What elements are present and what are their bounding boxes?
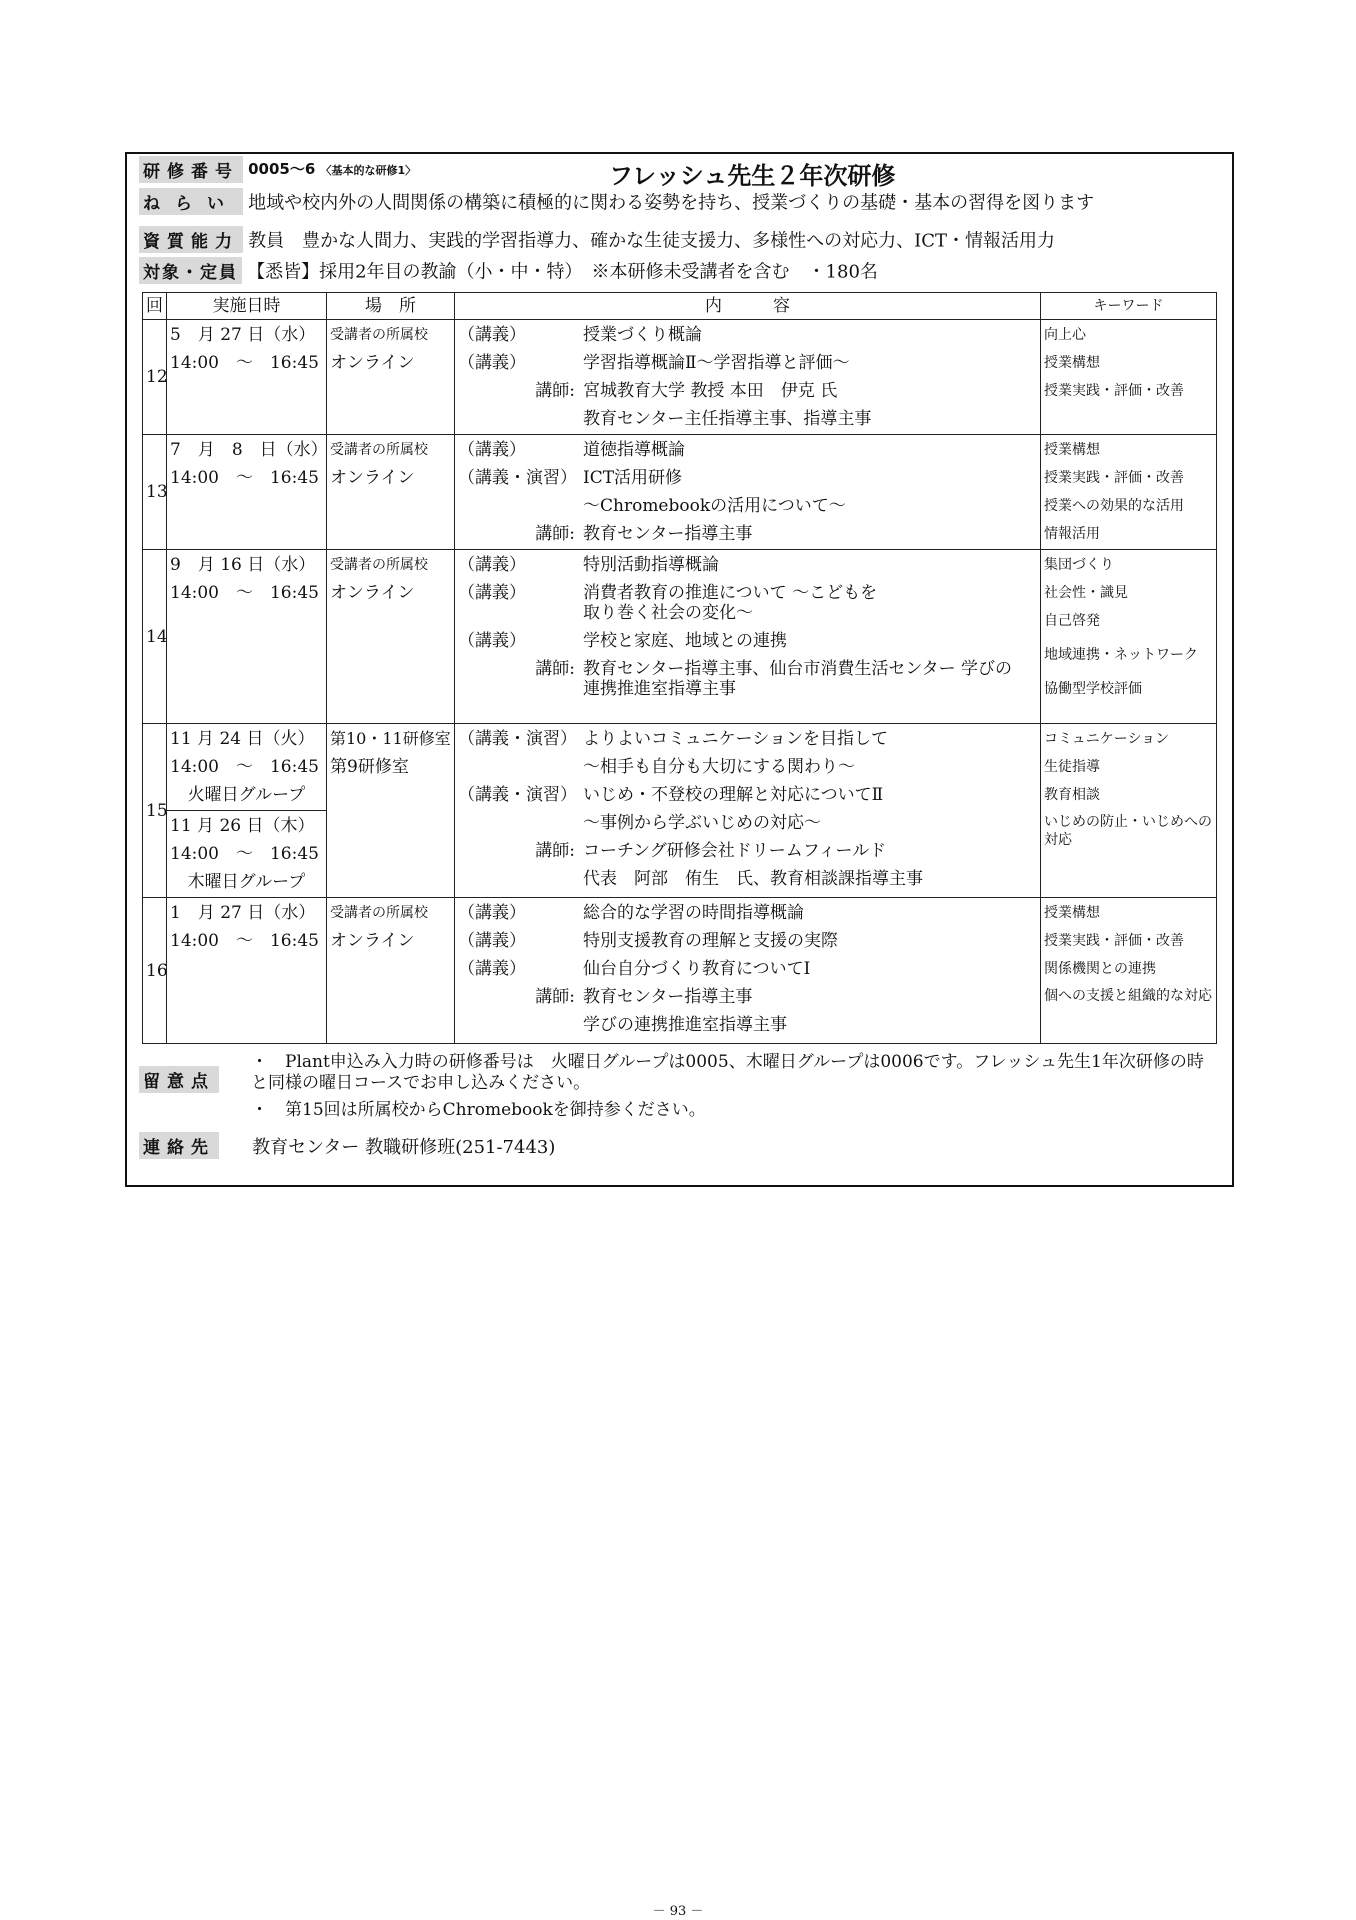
table-row	[143, 724, 1217, 898]
target-value: 【悉皆】採用2年目の教諭（小・中・特） ※本研修未受講者を含む ・180名	[247, 261, 878, 283]
col-header-place: 場 所	[327, 293, 455, 320]
table-header-row	[143, 293, 1217, 320]
training-sheet	[125, 152, 1234, 1187]
keyword: 自己啓発	[1044, 613, 1100, 629]
content-line: （講義・演習） ICT活用研修	[458, 468, 683, 488]
ability-value: 教員 豊かな人間力、実践的学習指導力、確かな生徒支援力、多様性への対応力、ICT・情報活用力	[248, 230, 1055, 252]
place-line: 受講者の所属校	[330, 557, 428, 573]
content-line: （講義） 特別活動指導概論	[458, 555, 719, 575]
session-number: 12	[143, 320, 167, 435]
ability-row	[139, 226, 1220, 253]
table-row	[143, 320, 1217, 435]
content-line: 教育センター主任指導主事、指導主事	[583, 409, 872, 429]
place-line: オンライン	[330, 931, 415, 951]
keyword: 向上心	[1044, 327, 1086, 343]
session-content	[455, 320, 1041, 435]
session-content	[455, 550, 1041, 724]
content-line: （講義） 特別支援教育の理解と支援の実際	[458, 931, 838, 951]
time-line: 14:00 ～ 16:45	[170, 931, 319, 951]
table-row	[143, 550, 1217, 724]
keyword: 授業実践・評価・改善	[1044, 933, 1184, 949]
content-line: 講師: 宮城教育大学 教授 本田 伊克 氏	[535, 381, 838, 401]
session-place	[327, 320, 455, 435]
page-number: － 93 －	[652, 1904, 704, 1919]
contact-row	[139, 1132, 1220, 1159]
session-number: 14	[143, 550, 167, 724]
col-header-content: 内 容	[455, 293, 1041, 320]
session-number: 16	[143, 898, 167, 1044]
aim-label: ねらい	[139, 188, 243, 215]
session-place	[327, 550, 455, 724]
content-line: （講義） 学校と家庭、地域との連携	[458, 631, 787, 651]
place-line: 第9研修室	[330, 757, 409, 777]
keyword: 関係機関との連携	[1044, 961, 1156, 977]
content-line: ～Chromebookの活用について～	[583, 496, 846, 516]
session-date	[167, 724, 327, 898]
session-content	[455, 724, 1041, 898]
date-line: 7 月 8 日（水）	[170, 440, 328, 460]
session-date	[167, 320, 327, 435]
content-line: （講義） 仙台自分づくり教育についてⅠ	[458, 959, 811, 979]
group-line: 木曜日グループ	[187, 872, 306, 892]
place-line: 受講者の所属校	[330, 442, 428, 458]
time-line: 14:00 ～ 16:45	[170, 583, 319, 603]
aim-value: 地域や校内外の人間関係の構築に積極的に関わる姿勢を持ち、授業づくりの基礎・基本の習得を図ります	[248, 192, 1095, 214]
time-line: 14:00 ～ 16:45	[170, 844, 319, 864]
content-line: 講師: 教育センター指導主事	[535, 524, 753, 544]
schedule-table	[142, 292, 1217, 1044]
date-line: 11 月 26 日（木）	[170, 816, 315, 836]
keyword: 社会性・識見	[1044, 585, 1128, 601]
contact-value: 教育センター 教職研修班(251-7443)	[252, 1136, 556, 1158]
content-line: （講義・演習） いじめ・不登校の理解と対応についてⅡ	[458, 785, 884, 805]
session-keywords	[1041, 898, 1217, 1044]
content-line: （講義） 総合的な学習の時間指導概論	[458, 903, 804, 923]
training-number-value: 0005～6	[248, 160, 316, 178]
time-line: 14:00 ～ 16:45	[170, 353, 319, 373]
group-line: 火曜日グループ	[187, 785, 306, 805]
keyword: 授業実践・評価・改善	[1044, 383, 1184, 399]
content-line: ～相手も自分も大切にする関わり～	[583, 757, 855, 777]
keyword: 集団づくり	[1044, 557, 1114, 573]
keyword: 地域連携・ネットワーク	[1044, 647, 1198, 663]
content-line: 学びの連携推進室指導主事	[583, 1015, 787, 1035]
session-content	[455, 435, 1041, 550]
date-line: 9 月 16 日（水）	[170, 555, 316, 575]
session-number: 15	[143, 724, 167, 898]
training-number-label: 研修番号	[139, 156, 243, 183]
keyword: 授業への効果的な活用	[1044, 498, 1184, 514]
place-line: 受講者の所属校	[330, 905, 428, 921]
col-header-date: 実施日時	[167, 293, 327, 320]
keyword: 協働型学校評価	[1044, 681, 1142, 697]
training-number-note: 〈基本的な研修1〉	[320, 164, 417, 177]
table-row	[143, 435, 1217, 550]
place-line: オンライン	[330, 583, 415, 603]
col-header-no: 回	[143, 293, 167, 320]
thursday-group	[167, 811, 326, 897]
content-line: 講師: 教育センター指導主事、仙台市消費生活センター 学びの連携推進室指導主事	[535, 659, 1013, 699]
date-line: 5 月 27 日（水）	[170, 325, 316, 345]
session-content	[455, 898, 1041, 1044]
content-line: （講義） 授業づくり概論	[458, 325, 702, 345]
date-line: 1 月 27 日（水）	[170, 903, 316, 923]
session-date	[167, 435, 327, 550]
content-line: （講義・演習） よりよいコミュニケーションを目指して	[458, 729, 888, 749]
keyword: コミュニケーション	[1044, 731, 1170, 747]
ability-label: 資質能力	[139, 226, 243, 253]
session-keywords	[1041, 435, 1217, 550]
aim-row	[139, 188, 1220, 215]
session-keywords	[1041, 320, 1217, 435]
content-line: 講師: コーチング研修会社ドリームフィールド	[535, 841, 887, 861]
place-line: オンライン	[330, 353, 415, 373]
date-line: 11 月 24 日（火）	[170, 729, 315, 749]
keyword: 授業構想	[1044, 355, 1100, 371]
contact-label: 連絡先	[139, 1132, 219, 1159]
place-line: 受講者の所属校	[330, 327, 428, 343]
content-line: ～事例から学ぶいじめの対応～	[583, 813, 821, 833]
target-row	[139, 257, 1220, 284]
content-line: （講義） 学習指導概論Ⅱ～学習指導と評価～	[458, 353, 850, 373]
col-header-keywords: キーワード	[1041, 293, 1217, 320]
keyword: 個への支援と組織的な対応	[1044, 988, 1212, 1004]
note-item: ・ Plant申込み入力時の研修番号は 火曜日グループは0005、木曜日グループは0006です。フレッシュ先生1年次研修の時と同様の曜日コースでお申し込みください。	[251, 1052, 1204, 1093]
place-line: オンライン	[330, 468, 415, 488]
content-line: 代表 阿部 侑生 氏、教育相談課指導主事	[583, 869, 923, 889]
keyword: 情報活用	[1044, 526, 1100, 542]
target-label: 対象・定員	[139, 257, 242, 284]
keyword: いじめの防止・いじめへの対応	[1044, 814, 1212, 848]
session-number: 13	[143, 435, 167, 550]
session-date	[167, 898, 327, 1044]
notes-label: 留意点	[139, 1066, 219, 1093]
training-number-row	[139, 156, 1220, 190]
time-line: 14:00 ～ 16:45	[170, 468, 319, 488]
session-place	[327, 898, 455, 1044]
table-row	[143, 898, 1217, 1044]
place-line: 第10・11研修室	[330, 729, 451, 748]
page-title: フレッシュ先生２年次研修	[609, 162, 896, 190]
notes-section	[139, 1052, 1220, 1121]
keyword: 教育相談	[1044, 787, 1100, 803]
session-place	[327, 724, 455, 898]
keyword: 授業実践・評価・改善	[1044, 470, 1184, 486]
content-line: （講義） 消費者教育の推進について ～こどもを取り巻く社会の変化～	[458, 583, 878, 623]
session-place	[327, 435, 455, 550]
session-keywords	[1041, 550, 1217, 724]
tuesday-group	[167, 724, 326, 811]
session-keywords	[1041, 724, 1217, 898]
session-date	[167, 550, 327, 724]
note-item: ・ 第15回は所属校からChromebookを御持参ください。	[251, 1100, 706, 1120]
time-line: 14:00 ～ 16:45	[170, 757, 319, 777]
content-line: （講義） 道徳指導概論	[458, 440, 685, 460]
keyword: 生徒指導	[1044, 759, 1100, 775]
keyword: 授業構想	[1044, 905, 1100, 921]
keyword: 授業構想	[1044, 442, 1100, 458]
content-line: 講師: 教育センター指導主事	[535, 987, 753, 1007]
